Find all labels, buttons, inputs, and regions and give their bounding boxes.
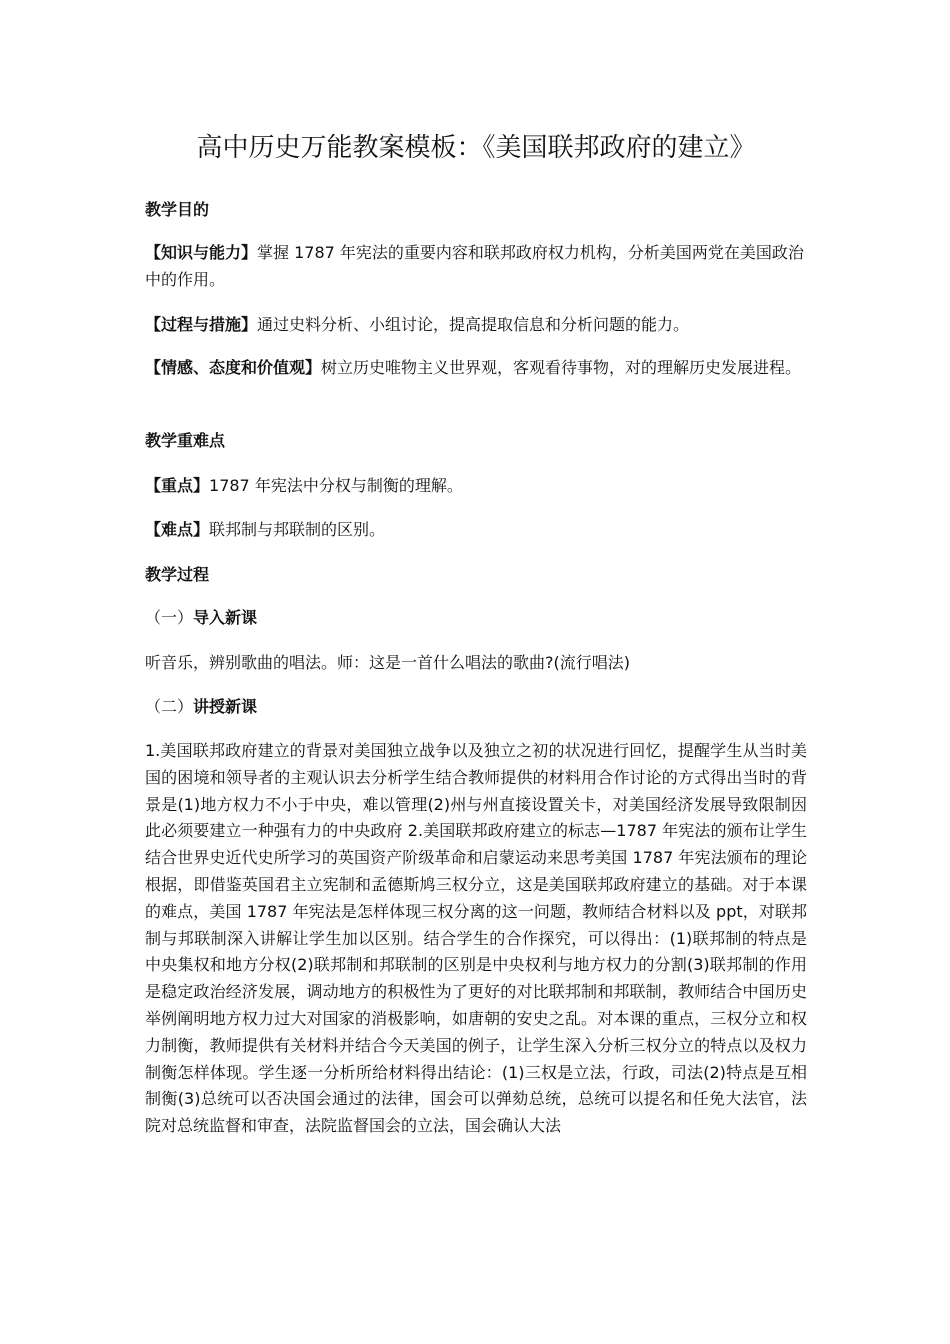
lecture-number: （二） bbox=[145, 697, 194, 716]
lecture-heading-text: 讲授新课 bbox=[193, 697, 258, 716]
lecture-paragraph: 1.美国联邦政府建立的背景对美国独立战争以及独立之初的状况进行回忆，提醒学生从当时美国的困境和领导者的主观认识去分析学生结合教师提供的材料用合作讨论的方式得出当时的背景是(1)地方权力不小于中央，难以管理(2)州与州直接设置关卡，对美国经济发展导致限制因此必须要建立一种强有力的中央政府 2.美国联邦政府建立的标志—1787 年宪法的颁布让学生结合世界史近代史所学习的英国资产阶级革命和启蒙运动来思考美国 1787 年宪法颁布的理论根据，即借鉴英国君主立宪制和孟德斯鸠三权分立，这是美国联邦政府建立的基础。对于本课的难点，美国 1787 年宪法是怎样体现三权分离的这一问题，教师结合材料以及 ppt，对联邦制与邦联制深入讲解让学生加以区别。结合学生的合作探究，可以得出：(1)联邦制的特点是中央集权和地方分权(2)联邦制和邦联制的区别是中央权利与地方权力的分割(3)联邦制的作用是稳定政治经济发展，调动地方的积极性为了更好的对比联邦制和邦联制，教师结合中国历史举例阐明地方权力过大对国家的消极影响，如唐朝的安史之乱。对本课的重点，三权分立和权力制衡，教师提供有关材料并结合今天美国的例子，让学生深入分析三权分立的特点以及权力制衡怎样体现。学生逐一分析所给材料得出结论：(1)三权是立法，行政，司法(2)特点是互相制衡(3)总统可以否决国会通过的法律，国会可以弹劾总统，总统可以提名和任免大法官，法院对总统监督和审查，法院监督国会的立法，国会确认大法 bbox=[145, 741, 807, 1136]
intro-heading bbox=[145, 604, 807, 631]
difficulty-label: 【难点】 bbox=[145, 520, 210, 539]
page-title: 高中历史万能教案模板：《美国联邦政府的建立》 bbox=[196, 133, 756, 163]
key-points-heading: 教学重难点 bbox=[145, 431, 226, 450]
process-skill-text: 通过史料分析、小组讨论，提高提取信息和分析问题的能力。 bbox=[257, 315, 690, 334]
focus-label: 【重点】 bbox=[145, 476, 210, 495]
emotion-label: 【情感、态度和价值观】 bbox=[145, 358, 322, 377]
process-heading: 教学过程 bbox=[145, 565, 210, 584]
objectives-heading: 教学目的 bbox=[145, 200, 210, 219]
intro-heading-text: 导入新课 bbox=[193, 608, 258, 627]
knowledge-paragraph bbox=[145, 239, 807, 293]
lecture-heading bbox=[145, 693, 807, 720]
intro-paragraph: 听音乐，辨别歌曲的唱法。师：这是一首什么唱法的歌曲?(流行唱法) bbox=[145, 653, 630, 672]
emotion-paragraph bbox=[145, 354, 807, 381]
focus-text: 1787 年宪法中分权与制衡的理解。 bbox=[209, 476, 463, 495]
emotion-text: 树立历史唯物主义世界观，客观看待事物，对的理解历史发展进程。 bbox=[321, 358, 802, 377]
difficulty-paragraph bbox=[145, 516, 807, 543]
difficulty-text: 联邦制与邦联制的区别。 bbox=[209, 520, 386, 539]
focus-paragraph bbox=[145, 472, 807, 499]
process-skill-paragraph bbox=[145, 311, 807, 338]
process-skill-label: 【过程与措施】 bbox=[145, 315, 258, 334]
knowledge-text: 掌握 1787 年宪法的重要内容和联邦政府权力机构，分析美国两党在美国政治中的作用。 bbox=[145, 243, 804, 289]
intro-number: （一） bbox=[145, 608, 194, 627]
knowledge-label: 【知识与能力】 bbox=[145, 243, 258, 262]
